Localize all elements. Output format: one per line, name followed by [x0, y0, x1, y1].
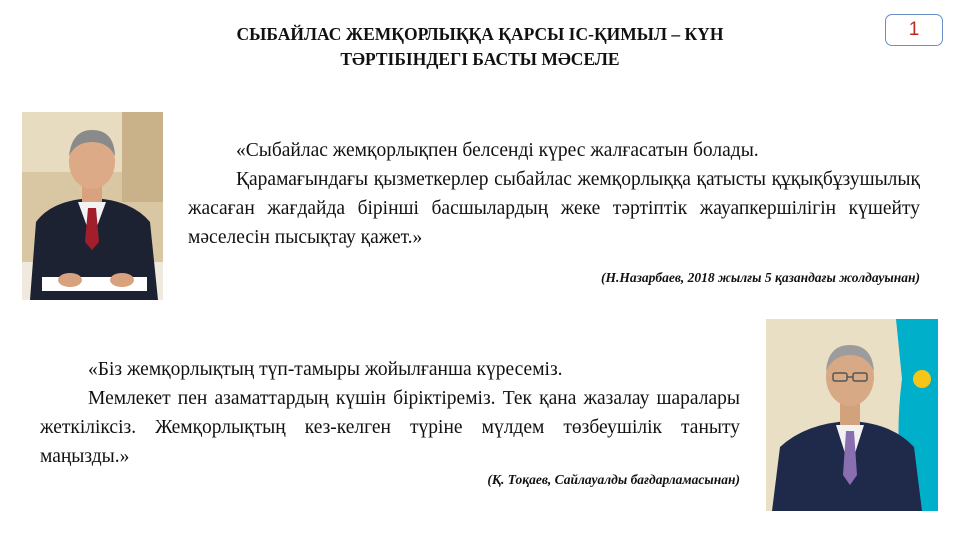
quote-2-source: (Қ. Тоқаев, Сайлауалды бағдарламасынан): [487, 472, 740, 487]
portrait-photo-1: [22, 112, 163, 300]
page-number-badge: 1: [885, 14, 943, 46]
quote-2-paragraph-2: Мемлекет пен азаматтардың күшін біріктіреміз. Тек қана жазалау шаралары жеткіліксіз. Жемқорлықтың кез-келген түріне мүлдем төзбеушілік таныту маңызды.»: [40, 388, 740, 467]
slide-title-line-1: СЫБАЙЛАС ЖЕМҚОРЛЫҚҚА ҚАРСЫ ІС-ҚИМЫЛ – КҮН: [236, 24, 724, 44]
quote-nazarbayev: [188, 136, 920, 252]
slide-title: [150, 22, 810, 72]
slide-title-line-2: ТӘРТІБІНДЕГІ БАСТЫ МӘСЕЛЕ: [340, 49, 620, 69]
portrait-photo-2: [766, 319, 938, 511]
quote-1-source: (Н.Назарбаев, 2018 жылғы 5 қазандағы жолдауынан): [600, 270, 920, 285]
quote-2-line-1: «Біз жемқорлықтың түп-тамыры жойылғанша күресеміз.: [88, 359, 563, 380]
quote-tokayev: [40, 355, 740, 471]
quote-1-line-1: «Сыбайлас жемқорлықпен белсенді күрес жалғасатын болады.: [236, 140, 759, 161]
quote-1-paragraph-2: Қарамағындағы қызметкерлер сыбайлас жемқорлыққа қатысты құқықбұзушылық жасаған жағдайда бірінші басшылардың жеке тәртіптік жауапкершілігін күшейту мәселесін пысықтау қажет.»: [188, 169, 920, 248]
